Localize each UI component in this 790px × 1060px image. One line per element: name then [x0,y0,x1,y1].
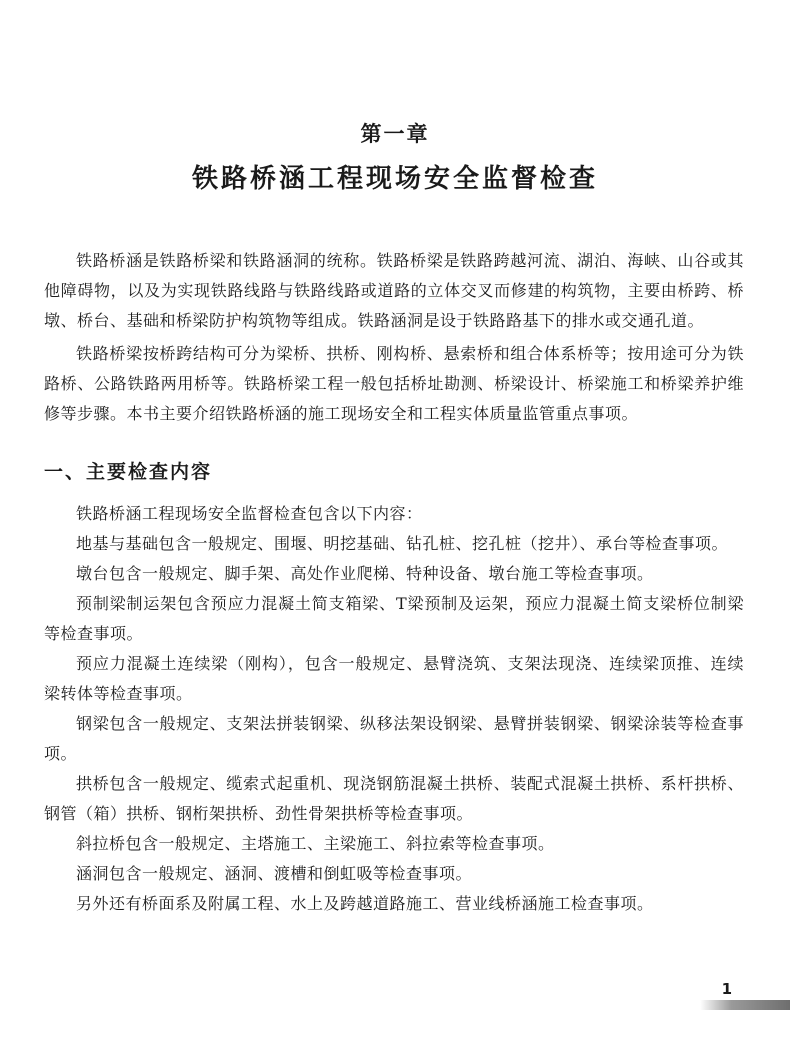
section-paragraph: 地基与基础包含一般规定、围堰、明挖基础、钻孔桩、挖孔桩（挖井）、承台等检查事项。 [76,534,729,553]
section-paragraph: 钢梁包含一般规定、支架法拼装钢梁、纵移法架设钢梁、悬臂拼装钢梁、钢梁涂装等检查事项。 [44,714,744,763]
chapter-label: 第一章 [360,121,430,146]
section-heading: 一、主要检查内容 [44,461,213,483]
chapter-title: 铁路桥涵工程现场安全监督检查 [191,164,598,194]
section-paragraph: 墩台包含一般规定、脚手架、高处作业爬梯、特种设备、墩台施工等检查事项。 [76,564,654,583]
section-paragraph: 预制梁制运架包含预应力混凝土简支箱梁、T梁预制及运架，预应力混凝土简支梁桥位制梁等检查事项。 [44,594,744,643]
page-number-bar [700,1000,790,1010]
section-paragraph: 预应力混凝土连续梁（刚构），包含一般规定、悬臂浇筑、支架法现浇、连续梁顶推、连续梁转体等检查事项。 [44,654,744,703]
body-text [44,246,744,919]
section-paragraph: 拱桥包含一般规定、缆索式起重机、现浇钢筋混凝土拱桥、装配式混凝土拱桥、系杆拱桥、钢管（箱）拱桥、钢桁架拱桥、劲性骨架拱桥等检查事项。 [44,774,744,823]
section-paragraph: 涵洞包含一般规定、涵洞、渡槽和倒虹吸等检查事项。 [76,864,473,883]
intro-paragraph: 铁路桥梁按桥跨结构可分为梁桥、拱桥、刚构桥、悬索桥和组合体系桥等；按用途可分为铁路桥、公路铁路两用桥等。铁路桥梁工程一般包括桥址勘测、桥梁设计、桥梁施工和桥梁养护维修等步骤。本书主要介绍铁路桥涵的施工现场安全和工程实体质量监管重点事项。 [44,344,744,423]
section-paragraph: 斜拉桥包含一般规定、主塔施工、主梁施工、斜拉索等检查事项。 [76,834,555,853]
page-number: 1 [721,980,732,998]
section-paragraph: 另外还有桥面系及附属工程、水上及跨越道路施工、营业线桥涵施工检查事项。 [76,894,654,913]
section-paragraph: 铁路桥涵工程现场安全监督检查包含以下内容： [76,504,423,523]
intro-paragraph: 铁路桥涵是铁路桥梁和铁路涵洞的统称。铁路桥梁是铁路跨越河流、湖泊、海峡、山谷或其他障碍物，以及为实现铁路线路与铁路线路或道路的立体交叉而修建的构筑物，主要由桥跨、桥墩、桥台、基础和桥梁防护构筑物等组成。铁路涵洞是设于铁路路基下的排水或交通孔道。 [44,251,744,330]
